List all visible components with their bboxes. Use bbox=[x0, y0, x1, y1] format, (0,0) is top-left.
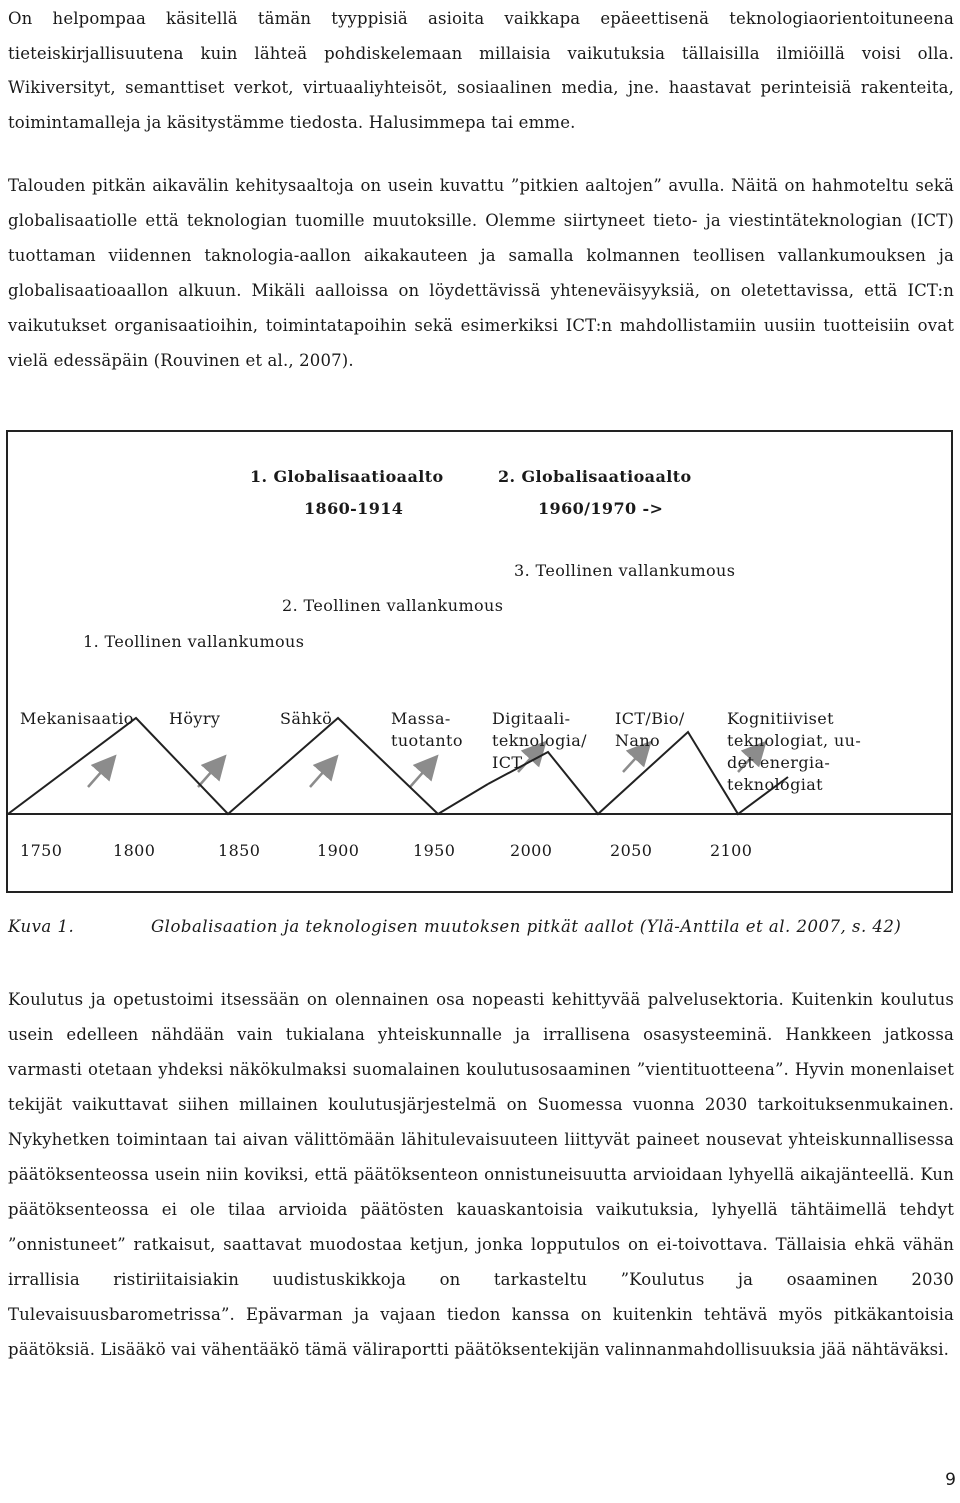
industrial-revolution-3: 3. Teollinen vallankumous bbox=[514, 561, 736, 580]
tech-mekanisaatio: Mekanisaatio bbox=[20, 709, 134, 728]
tech-sahko: Sähkö bbox=[280, 709, 333, 728]
tech-hoyry: Höyry bbox=[169, 709, 221, 728]
year-1750: 1750 bbox=[20, 841, 63, 860]
wave-diagram bbox=[8, 432, 951, 891]
industrial-revolution-1: 1. Teollinen vallankumous bbox=[83, 632, 305, 651]
year-1900: 1900 bbox=[317, 841, 360, 860]
year-2050: 2050 bbox=[610, 841, 653, 860]
paragraph-education: Koulutus ja opetustoimi itsessään on olennainen osa nopeasti kehittyvää palvelusektoria. Kuitenkin koulutus usein edelleen nähdään vain tukialana yhteiskunnalle ja irrallisena osasysteeminä. Hankkeen jatkossa varmasti otetaan yhdeksi näkökulmaksi suomalainen koulutusosaaminen ”vientituotteena”. Hyvin monenlaiset tekijät vaikuttavat siihen millainen koulutusjärjestelmä on Suomessa vuonna 2030 tarkoituksenmukainen. Nykyhetken toimintaan tai aivan välittömään lähitulevaisuuteen liittyvät paineet nousevat yhteiskunnallisessa päätöksenteossa usein niin koviksi, että päätöksenteon onnistuneisuutta arvioidaan lyhyellä aikajänteellä. Kun päätöksenteossa ei ole tilaa arvioida päätösten kauaskantoisia vaikutuksia, lyhyellä tähtäimellä tehdyt ”onnistuneet” ratkaisut, saattavat muodostaa ketjun, jonka lopputulos on ei-toivottava. Tällaisia ehkä vähän irrallisia ristiriitaisiakin uudistuskikkoja on tarkasteltu ”Koulutus ja osaaminen 2030 Tulevaisuusbarometrissa”. Epävarman ja vajaan tiedon kanssa on kuitenkin tehtävä myös pitkäkantoisia päätöksiä. Lisääkö vai vähentääkö tämä väliraportti päätöksentekijän valinnanmahdollisuuksia jää nähtäväksi. bbox=[8, 990, 954, 1359]
tech-kognitiiviset: Kognitiiviset teknologiat, uu- det energia- teknologiat bbox=[727, 709, 862, 794]
figure-caption-number: Kuva 1. bbox=[8, 917, 75, 936]
rising-arrow-1 bbox=[88, 762, 110, 787]
long-waves-figure bbox=[6, 430, 953, 893]
globalization-wave-1-label: 1. Globalisaatioaalto bbox=[250, 467, 444, 486]
year-1850: 1850 bbox=[218, 841, 261, 860]
tech-digitaaliteknologia: Digitaali- teknologia/ ICT bbox=[492, 709, 587, 772]
tech-massatuotanto: Massa- tuotanto bbox=[391, 709, 463, 750]
globalization-wave-1-period: 1860-1914 bbox=[304, 499, 404, 518]
rising-arrow-3 bbox=[310, 762, 332, 787]
page-number: 9 bbox=[945, 1470, 956, 1490]
tech-ict-bio-nano: ICT/Bio/ Nano bbox=[615, 709, 685, 750]
rising-arrow-2 bbox=[198, 762, 220, 787]
year-2100: 2100 bbox=[710, 841, 753, 860]
year-1950: 1950 bbox=[413, 841, 456, 860]
year-1800: 1800 bbox=[113, 841, 156, 860]
rising-arrow-4 bbox=[410, 762, 432, 787]
globalization-wave-2-period: 1960/1970 -> bbox=[538, 499, 664, 518]
paragraph-long-waves: Talouden pitkän aikavälin kehitysaaltoja on usein kuvattu ”pitkien aaltojen” avulla. Näitä on hahmoteltu sekä globalisaatiolle että teknologian tuomille muutoksille. Olemme siirtyneet tieto- ja viestintäteknologian (ICT) tuottaman viidennen taknologia-aallon aikakauteen ja samalla kolmannen teollisen vallankumouksen ja globalisaatioaallon alkuun. Mikäli aalloissa on löydettävissä yhteneväisyyksiä, on oletettavissa, että ICT:n vaikutukset organisaatioihin, toimintatapoihin sekä esimerkiksi ICT:n mahdollistamiin uusiin tuotteisiin ovat vielä edessäpäin (Rouvinen et al., 2007). bbox=[8, 176, 954, 370]
paragraph-intro: On helpompaa käsitellä tämän tyyppisiä asioita vaikkapa epäeettisenä teknologiaorientoituneena tieteiskirjallisuutena kuin lähteä pohdiskelemaan millaisia vaikutuksia tällaisilla ilmiöillä voisi olla. Wikiversityt, semanttiset verkot, virtuaaliyhteisöt, sosiaalinen media, jne. haastavat perinteisiä rakenteita, toimintamalleja ja käsitystämme tiedosta. Halusimmepa tai emme. bbox=[8, 9, 954, 132]
industrial-revolution-2: 2. Teollinen vallankumous bbox=[282, 596, 504, 615]
year-2000: 2000 bbox=[510, 841, 553, 860]
figure-caption-text: Globalisaation ja teknologisen muutoksen pitkät aallot (Ylä-Anttila et al. 2007, s. 42) bbox=[151, 917, 902, 936]
globalization-wave-2-label: 2. Globalisaatioaalto bbox=[498, 467, 692, 486]
